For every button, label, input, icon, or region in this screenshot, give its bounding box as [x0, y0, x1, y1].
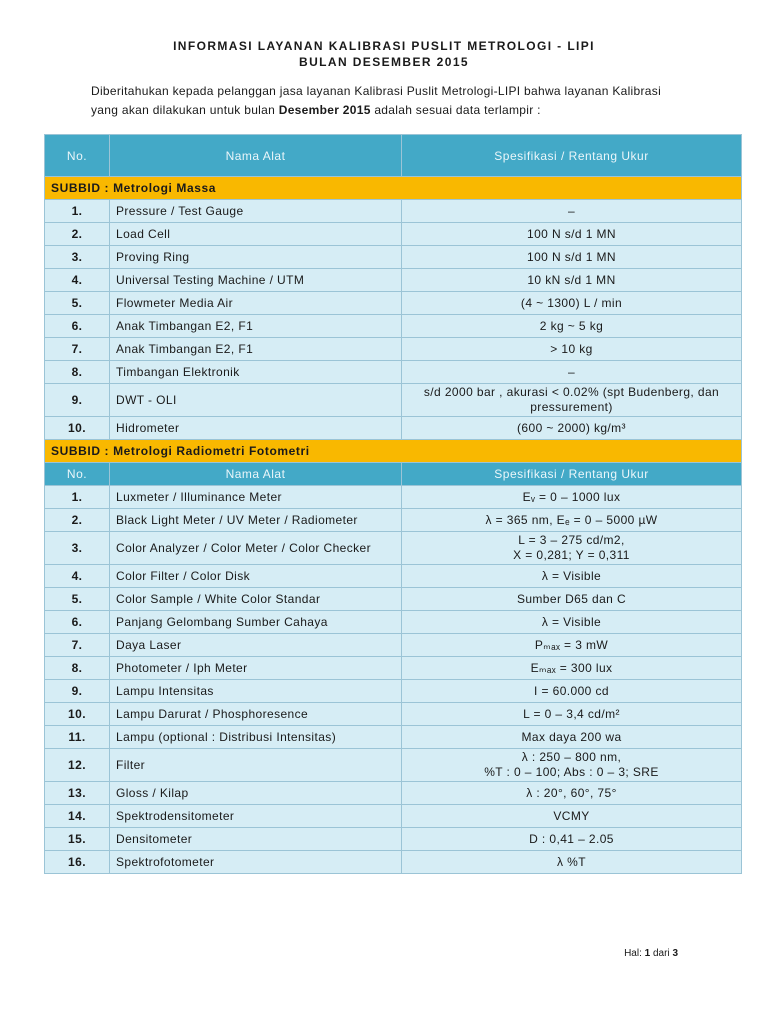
table-row	[45, 361, 742, 384]
row-number: 8.	[45, 657, 110, 680]
header-no: No.	[45, 463, 110, 486]
table-row	[45, 246, 742, 269]
instrument-spec: –	[402, 361, 742, 384]
table-row	[45, 703, 742, 726]
page-indicator	[624, 948, 678, 959]
table-row	[45, 749, 742, 782]
instrument-spec: (4 ~ 1300) L / min	[402, 292, 742, 315]
instrument-name: Universal Testing Machine / UTM	[110, 269, 402, 292]
intro-text-start: Diberitahukan kepada pelanggan jasa layanan Kalibrasi Puslit Metrologi-LIPI bahwa layanan Kalibrasi yang akan dilakukan untuk bulan	[91, 84, 662, 117]
instrument-name: Lampu (optional : Distribusi Intensitas)	[110, 726, 402, 749]
instrument-spec: λ = Visible	[402, 565, 742, 588]
instrument-name: Black Light Meter / UV Meter / Radiometer	[110, 509, 402, 532]
row-number: 6.	[45, 315, 110, 338]
instrument-name: Densitometer	[110, 828, 402, 851]
instrument-spec: L = 0 – 3,4 cd/m²	[402, 703, 742, 726]
instrument-name: Load Cell	[110, 223, 402, 246]
table-row	[45, 805, 742, 828]
table-row	[45, 269, 742, 292]
instrument-spec: > 10 kg	[402, 338, 742, 361]
page-number: 1	[644, 948, 651, 959]
instrument-name: Panjang Gelombang Sumber Cahaya	[110, 611, 402, 634]
row-number: 4.	[45, 565, 110, 588]
instrument-name: Lampu Intensitas	[110, 680, 402, 703]
instrument-spec: λ = 365 nm, Eₑ = 0 – 5000 µW	[402, 509, 742, 532]
row-number: 6.	[45, 611, 110, 634]
instrument-spec: D : 0,41 – 2.05	[402, 828, 742, 851]
instrument-spec: 2 kg ~ 5 kg	[402, 315, 742, 338]
instrument-spec: λ = Visible	[402, 611, 742, 634]
instrument-name: Spektrodensitometer	[110, 805, 402, 828]
table-row	[45, 509, 742, 532]
table-row	[45, 611, 742, 634]
instrument-spec: λ : 20°, 60°, 75°	[402, 782, 742, 805]
row-number: 14.	[45, 805, 110, 828]
intro-paragraph	[91, 82, 691, 120]
row-number: 5.	[45, 588, 110, 611]
intro-period: Desember 2015	[278, 103, 371, 117]
header-nama-alat: Nama Alat	[110, 135, 402, 177]
subbid-label: SUBBID : Metrologi Radiometri Fotometri	[45, 440, 742, 463]
page-separator: dari	[650, 948, 673, 959]
row-number: 16.	[45, 851, 110, 874]
table-row	[45, 634, 742, 657]
row-number: 4.	[45, 269, 110, 292]
instrument-name: DWT - OLI	[110, 384, 402, 417]
instrument-name: Color Sample / White Color Standar	[110, 588, 402, 611]
table-row	[45, 657, 742, 680]
row-number: 10.	[45, 703, 110, 726]
header-spesifikasi: Spesifikasi / Rentang Ukur	[402, 463, 742, 486]
instrument-spec: L = 3 – 275 cd/m2, X = 0,281; Y = 0,311	[402, 532, 742, 565]
instrument-spec: 10 kN s/d 1 MN	[402, 269, 742, 292]
row-number: 9.	[45, 384, 110, 417]
page-prefix: Hal:	[624, 948, 645, 959]
row-number: 5.	[45, 292, 110, 315]
instrument-spec: Eᵥ = 0 – 1000 lux	[402, 486, 742, 509]
row-number: 12.	[45, 749, 110, 782]
header-spesifikasi: Spesifikasi / Rentang Ukur	[402, 135, 742, 177]
header-nama-alat: Nama Alat	[110, 463, 402, 486]
instrument-spec: λ : 250 – 800 nm, %T : 0 – 100; Abs : 0 – 3; SRE	[402, 749, 742, 782]
instrument-spec: 100 N s/d 1 MN	[402, 223, 742, 246]
instrument-name: Gloss / Kilap	[110, 782, 402, 805]
row-number: 2.	[45, 509, 110, 532]
instrument-spec: Sumber D65 dan C	[402, 588, 742, 611]
instrument-name: Color Analyzer / Color Meter / Color Checker	[110, 532, 402, 565]
row-number: 2.	[45, 223, 110, 246]
subbid-row	[45, 440, 742, 463]
document-subtitle: BULAN DESEMBER 2015	[299, 55, 469, 69]
instrument-spec: I = 60.000 cd	[402, 680, 742, 703]
instrument-spec: 100 N s/d 1 MN	[402, 246, 742, 269]
instrument-spec: s/d 2000 bar , akurasi < 0.02% (spt Budenberg, dan pressurement)	[402, 384, 742, 417]
table-row	[45, 851, 742, 874]
row-number: 3.	[45, 246, 110, 269]
table-row	[45, 486, 742, 509]
row-number: 7.	[45, 634, 110, 657]
intro-text-end: adalah sesuai data terlampir :	[370, 103, 541, 117]
instrument-name: Flowmeter Media Air	[110, 292, 402, 315]
table-row	[45, 338, 742, 361]
header-no: No.	[45, 135, 110, 177]
row-number: 8.	[45, 361, 110, 384]
instrument-name: Daya Laser	[110, 634, 402, 657]
table-row	[45, 726, 742, 749]
table-row	[45, 532, 742, 565]
instrument-spec: λ %T	[402, 851, 742, 874]
document-title: INFORMASI LAYANAN KALIBRASI PUSLIT METROLOGI - LIPI	[173, 39, 595, 53]
table-header-row	[45, 135, 742, 177]
row-number: 1.	[45, 486, 110, 509]
row-number: 11.	[45, 726, 110, 749]
table-row	[45, 588, 742, 611]
instrument-name: Luxmeter / Illuminance Meter	[110, 486, 402, 509]
page-total: 3	[672, 948, 678, 959]
instrument-name: Anak Timbangan E2, F1	[110, 338, 402, 361]
instrument-spec: –	[402, 200, 742, 223]
instrument-spec: (600 ~ 2000) kg/m³	[402, 417, 742, 440]
instrument-name: Color Filter / Color Disk	[110, 565, 402, 588]
instrument-name: Spektrofotometer	[110, 851, 402, 874]
subbid-label: SUBBID : Metrologi Massa	[45, 177, 742, 200]
instrument-name: Filter	[110, 749, 402, 782]
table-row	[45, 384, 742, 417]
instrument-spec: VCMY	[402, 805, 742, 828]
row-number: 10.	[45, 417, 110, 440]
instrument-name: Photometer / Iph Meter	[110, 657, 402, 680]
instrument-spec: Eₘₐₓ = 300 lux	[402, 657, 742, 680]
row-number: 1.	[45, 200, 110, 223]
instrument-name: Hidrometer	[110, 417, 402, 440]
instrument-spec: Max daya 200 wa	[402, 726, 742, 749]
instrument-name: Proving Ring	[110, 246, 402, 269]
calibration-services-table	[44, 134, 742, 874]
table-row	[45, 223, 742, 246]
instrument-name: Timbangan Elektronik	[110, 361, 402, 384]
table-row	[45, 565, 742, 588]
row-number: 7.	[45, 338, 110, 361]
row-number: 15.	[45, 828, 110, 851]
table-row	[45, 417, 742, 440]
table-row	[45, 680, 742, 703]
table-row	[45, 292, 742, 315]
row-number: 3.	[45, 532, 110, 565]
table-row	[45, 200, 742, 223]
instrument-name: Anak Timbangan E2, F1	[110, 315, 402, 338]
table-header-row	[45, 463, 742, 486]
instrument-name: Lampu Darurat / Phosphoresence	[110, 703, 402, 726]
subbid-row	[45, 177, 742, 200]
instrument-name: Pressure / Test Gauge	[110, 200, 402, 223]
table-row	[45, 828, 742, 851]
instrument-spec: Pₘₐₓ = 3 mW	[402, 634, 742, 657]
row-number: 9.	[45, 680, 110, 703]
table-row	[45, 782, 742, 805]
table-row	[45, 315, 742, 338]
row-number: 13.	[45, 782, 110, 805]
